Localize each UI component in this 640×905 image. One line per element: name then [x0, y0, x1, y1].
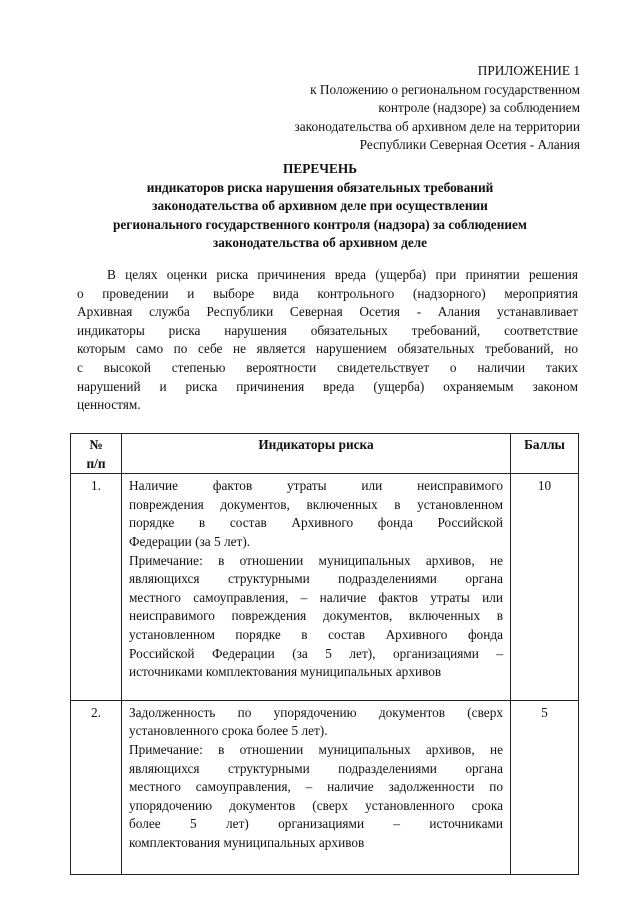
heading-title: ПЕРЕЧЕНЬ	[283, 161, 357, 176]
appendix-line: законодательства об архивном деле на территории	[294, 118, 580, 134]
intro-paragraph	[77, 266, 578, 415]
indicator-line: источниками комплектования муниципальных архивов	[129, 664, 442, 680]
header-number-abbr: п/п	[86, 455, 106, 471]
table-row	[71, 700, 579, 875]
appendix-line: контроле (надзоре) за соблюдением	[378, 100, 580, 116]
intro-line: которым само по себе не является нарушением обязательных требований, но	[77, 341, 578, 357]
table-row	[71, 474, 579, 701]
indicator-line: Примечание: в отношении муниципальных архивов, не	[129, 741, 503, 757]
indicator-line: установленном порядке в состав Архивного фонда	[129, 626, 503, 642]
appendix-line: к Положению о региональном государственном	[310, 81, 580, 97]
row-indicator	[122, 700, 511, 875]
row-points: 5	[511, 700, 579, 875]
indicator-line: местного самоуправления, – наличие задолженности по	[129, 779, 503, 795]
row-number: 1.	[71, 474, 122, 701]
intro-line: нарушений и риска причинения вреда (ущерба) охраняемым законом	[77, 378, 578, 394]
row-points: 10	[511, 474, 579, 701]
row-number: 2.	[71, 700, 122, 875]
indicator-line: местного самоуправления, – наличие фактов утраты или	[129, 589, 503, 605]
table-header-row	[71, 434, 579, 474]
heading-line: законодательства об архивном деле	[212, 235, 428, 251]
indicator-line: более 5 лет) организациями – источниками	[129, 816, 503, 832]
indicator-line: Российской Федерации (за 5 лет), организациями –	[129, 645, 503, 661]
indicator-line: являющихся структурными подразделениями органа	[129, 571, 503, 587]
document-heading	[70, 160, 570, 253]
intro-line: о проведении и выборе вида контрольного (надзорного) мероприятия	[77, 285, 578, 301]
indicator-line: установленного срока более 5 лет).	[129, 723, 328, 739]
row-indicator	[122, 474, 511, 701]
intro-line: ценностям.	[77, 397, 141, 413]
indicator-line: комплектования муниципальных архивов	[129, 834, 365, 850]
risk-indicators-table	[70, 433, 579, 875]
appendix-label: ПРИЛОЖЕНИЕ 1	[477, 63, 580, 78]
indicator-line: являющихся структурными подразделениями органа	[129, 760, 503, 776]
heading-line: законодательства об архивном деле при осуществлении	[152, 198, 488, 214]
heading-line: индикаторов риска нарушения обязательных требований	[146, 179, 494, 195]
appendix-block	[180, 62, 580, 155]
indicator-line: упорядочению документов (сверх установленного срока	[129, 797, 503, 813]
heading-line: регионального государственного контроля (надзора) за соблюдением	[112, 216, 527, 232]
indicator-line: Федерации (за 5 лет).	[129, 533, 251, 549]
intro-line: В целях оценки риска причинения вреда (ущерба) при принятии решения	[107, 267, 578, 282]
indicator-line: Примечание: в отношении муниципальных архивов, не	[129, 552, 503, 568]
header-points: Баллы	[511, 434, 579, 474]
indicator-line: повреждения документов, включенных в установленном	[129, 496, 503, 512]
indicator-line: Задолженность по упорядочению документов (сверх	[129, 704, 503, 720]
intro-line: индикаторы риска нарушения обязательных требований, соответствие	[77, 322, 578, 338]
intro-line: Архивная служба Республики Северная Осетия - Алания устанавливает	[77, 304, 578, 320]
indicator-line: неисправимого повреждения документов, включенных в	[129, 608, 503, 624]
header-number	[71, 434, 122, 474]
header-indicators: Индикаторы риска	[122, 434, 511, 474]
header-number-symbol: №	[89, 437, 103, 452]
intro-line: с высокой степенью вероятности свидетельствует о наличии таких	[77, 359, 578, 375]
indicator-line: порядке в состав Архивного фонда Российской	[129, 515, 503, 531]
appendix-line: Республики Северная Осетия - Алания	[359, 137, 580, 153]
indicator-line: Наличие фактов утраты или неисправимого	[129, 478, 503, 494]
